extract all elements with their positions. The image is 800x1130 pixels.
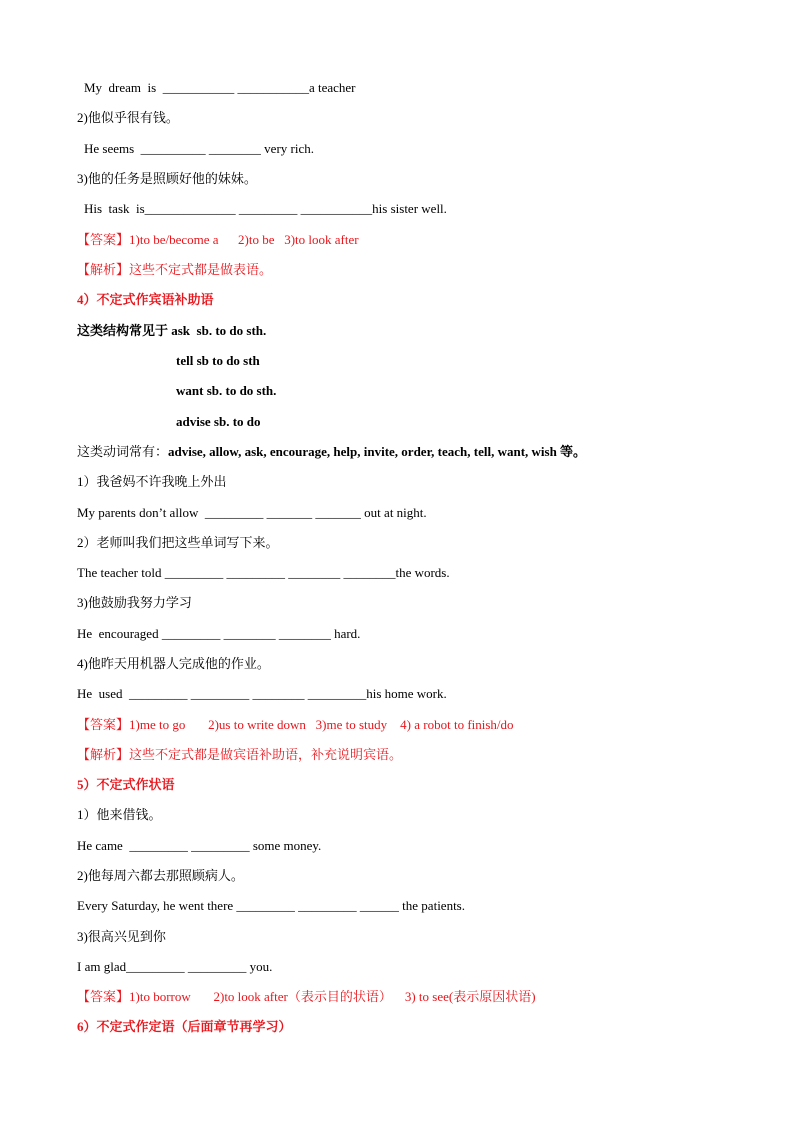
section-heading: 5）不定式作状语 [77, 777, 175, 792]
exercise-sentence: My parents don’t allow _________ _______ _______ out at night. [77, 505, 427, 520]
exercise-sentence: The teacher told _________ _________ ________ ________the words. [77, 565, 450, 580]
exercise-sentence: My dream is ___________ ___________a teacher [84, 80, 356, 95]
exercise-prompt: 3)他的任务是照顾好他的妹妹。 [77, 171, 257, 186]
verb-list-label: 这类动词常有： [77, 444, 169, 459]
explanation-line: 【解析】这些不定式都是做表语。 [77, 262, 273, 277]
answer-line: 【答案】1)me to go 2)us to write down 3)me to study 4) a robot to finish/do [77, 717, 514, 732]
exercise-prompt: 3)很高兴见到你 [77, 929, 166, 944]
exercise-sentence: His task is______________ _________ ___________his sister well. [84, 201, 447, 216]
structure-pattern: want sb. to do sth. [176, 383, 277, 398]
answer-line: 【答案】1)to borrow 2)to look after（表示目的状语） 3) to see(表示原因状语) [77, 989, 536, 1004]
answer-line: 【答案】1)to be/become a 2)to be 3)to look after [77, 232, 359, 247]
exercise-prompt: 2)他似乎很有钱。 [77, 110, 179, 125]
structure-pattern: advise sb. to do [176, 414, 261, 429]
section-heading: 6）不定式作定语（后面章节再学习） [77, 1019, 292, 1034]
verb-list-items: advise, allow, ask, encourage, help, invite, order, teach, tell, want, wish 等。 [168, 444, 587, 459]
section-heading: 4）不定式作宾语补助语 [77, 292, 214, 307]
verb-list [77, 443, 586, 461]
exercise-prompt: 1）他来借钱。 [77, 807, 162, 822]
exercise-sentence: Every Saturday, he went there _________ _________ ______ the patients. [77, 898, 465, 913]
exercise-prompt: 3)他鼓励我努力学习 [77, 595, 192, 610]
exercise-sentence: He came _________ _________ some money. [77, 838, 322, 853]
structure-intro: 这类结构常见于 ask sb. to do sth. [77, 323, 267, 338]
exercise-prompt: 1）我爸妈不许我晚上外出 [77, 474, 227, 489]
exercise-sentence: He encouraged _________ ________ ________ hard. [77, 626, 361, 641]
exercise-sentence: I am glad_________ _________ you. [77, 959, 273, 974]
exercise-sentence: He seems __________ ________ very rich. [84, 141, 314, 156]
structure-pattern: tell sb to do sth [176, 353, 260, 368]
exercise-sentence: He used _________ _________ ________ _________his home work. [77, 686, 447, 701]
exercise-prompt: 2）老师叫我们把这些单词写下来。 [77, 535, 279, 550]
exercise-prompt: 4)他昨天用机器人完成他的作业。 [77, 656, 270, 671]
exercise-prompt: 2)他每周六都去那照顾病人。 [77, 868, 244, 883]
explanation-line: 【解析】这些不定式都是做宾语补助语，补充说明宾语。 [77, 747, 403, 762]
